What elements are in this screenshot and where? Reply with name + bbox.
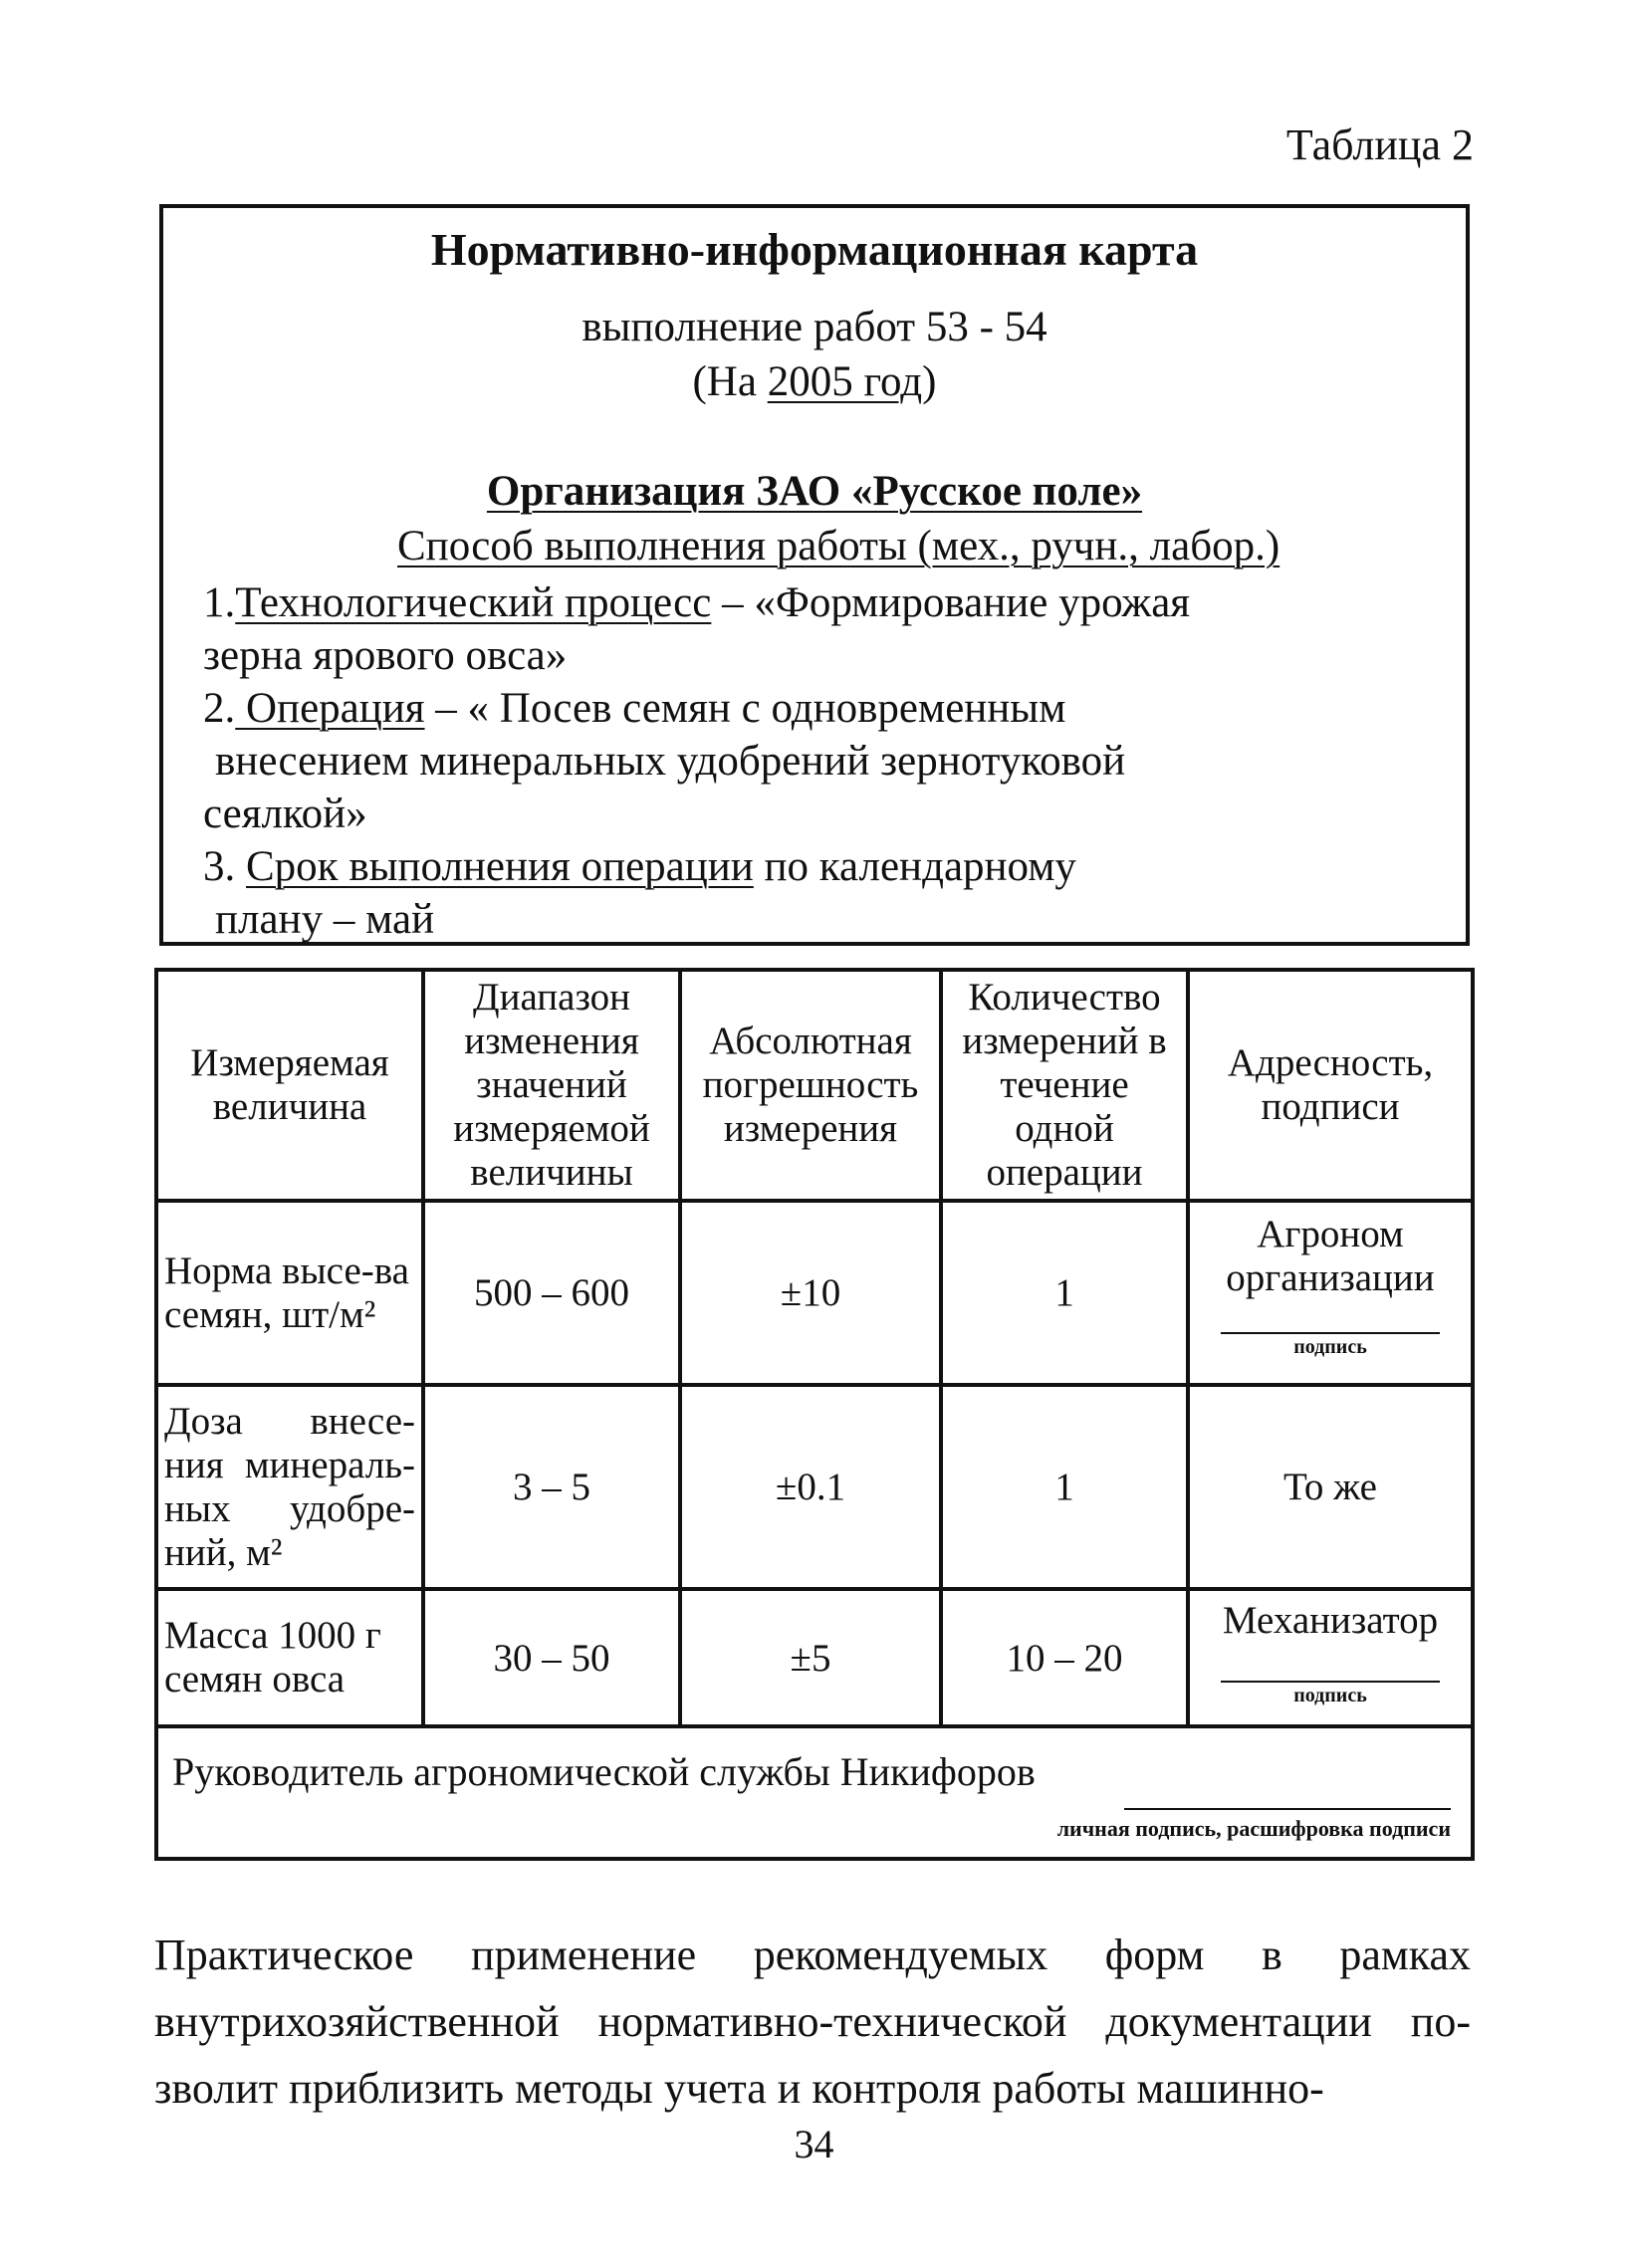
table-row — [156, 1201, 1473, 1385]
footer-text: Руководитель агрономической службы Никифоров — [172, 1749, 1036, 1794]
table-header-row — [156, 970, 1473, 1201]
table-label: Таблица 2 — [1285, 120, 1474, 169]
card-items — [203, 576, 1406, 946]
item-2 — [203, 682, 1406, 735]
year-suffix: ) — [922, 358, 937, 405]
item-3-text: по календарному — [753, 843, 1076, 890]
card-year-line — [163, 357, 1466, 406]
row-1-quantity: Норма высе-ва семян, шт/м² — [156, 1201, 423, 1385]
item-1-label: Технологический процесс — [235, 579, 712, 626]
item-3-continuation: плану – май — [215, 896, 435, 943]
page-number: 34 — [794, 2122, 834, 2166]
item-1-continuation: зерна ярового овса» — [203, 632, 568, 679]
row-2-quantity: Доза внесе-ния минераль-ных удобре-ний, м² — [156, 1385, 423, 1589]
card-subtitle: выполнение работ 53 - 54 — [581, 304, 1047, 350]
row-1-count: 1 — [941, 1201, 1188, 1385]
item-2-label: Операция — [235, 685, 425, 732]
paragraph-line-2: внутрихозяйственной нормативно-технической документации по- — [154, 1997, 1471, 2046]
info-card — [159, 204, 1470, 946]
header-address: Адресность, подписи — [1188, 970, 1473, 1201]
header-range: Диапазон изменения значений измеряемой величины — [423, 970, 680, 1201]
row-1-range: 500 – 600 — [423, 1201, 680, 1385]
item-3 — [203, 840, 1406, 893]
footer-caption: личная подпись, расшифровка подписи — [1056, 1816, 1451, 1841]
header-quantity: Измеряемая величина — [156, 970, 423, 1201]
row-2-count: 1 — [941, 1385, 1188, 1589]
measurement-table — [154, 968, 1475, 1861]
item-1-text: – «Формирование урожая — [711, 579, 1191, 626]
header-count: Количество измерений в течение одной операции — [941, 970, 1188, 1201]
row-1-error: ±10 — [680, 1201, 941, 1385]
paragraph-line-3: зволит приблизить методы учета и контроля работы машинно- — [154, 2064, 1324, 2113]
row-2-range: 3 – 5 — [423, 1385, 680, 1589]
work-method: Способ выполнения работы (мех., ручн., лабор.) — [397, 523, 1280, 569]
table-row — [156, 1385, 1473, 1589]
footer-signature-line — [1124, 1808, 1451, 1810]
row-1-address — [1188, 1201, 1473, 1385]
paragraph-line-1: Практическое применение рекомендуемых форм в рамках — [154, 1930, 1471, 1979]
table-footer-row — [156, 1726, 1473, 1859]
item-2-continuation-2: сеялкой» — [203, 791, 367, 837]
header-error: Абсолютная погрешность измерения — [680, 970, 941, 1201]
row-3-error: ±5 — [680, 1589, 941, 1726]
item-2-number: 2. — [203, 685, 236, 732]
item-3-label: Срок выполнения операции — [246, 843, 754, 890]
row-3-address-text: Механизатор — [1222, 1599, 1439, 1642]
item-2-continuation-1: внесением минеральных удобрений зернотуковой — [215, 738, 1126, 785]
row-3-signature: подпись — [1221, 1681, 1440, 1707]
row-3-count: 10 – 20 — [941, 1589, 1188, 1726]
card-title: Нормативно-информационная карта — [430, 224, 1199, 275]
row-1-address-text: Агроном организации — [1226, 1213, 1435, 1299]
row-3-quantity: Масса 1000 г семян овса — [156, 1589, 423, 1726]
item-1 — [203, 576, 1406, 629]
table-row — [156, 1589, 1473, 1726]
item-2-text: – « Посев семян с одновременным — [424, 685, 1066, 732]
row-3-address — [1188, 1589, 1473, 1726]
year-prefix: (На — [692, 358, 768, 405]
row-2-address: То же — [1188, 1385, 1473, 1589]
item-1-number: 1. — [203, 579, 236, 626]
item-3-number: 3. — [203, 843, 246, 890]
row-3-range: 30 – 50 — [423, 1589, 680, 1726]
row-1-signature: подпись — [1221, 1332, 1440, 1359]
footer-cell — [156, 1726, 1473, 1859]
year-value: 2005 год — [767, 358, 923, 405]
organization: Организация ЗАО «Русское поле» — [486, 468, 1143, 515]
body-paragraph — [154, 1922, 1471, 2122]
row-2-error: ±0.1 — [680, 1385, 941, 1589]
